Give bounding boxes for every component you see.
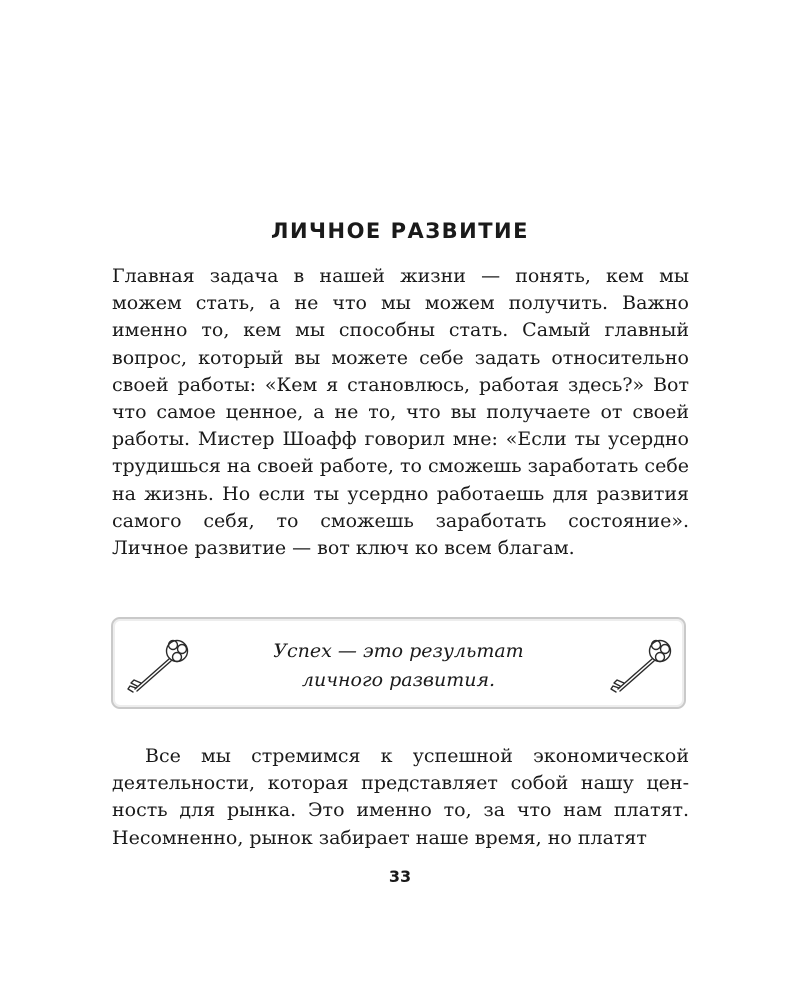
quote-text bbox=[203, 637, 594, 695]
key-icon bbox=[121, 632, 193, 696]
quote-line-2: личного развития. bbox=[301, 669, 496, 691]
section-heading: ЛИЧНОЕ РАЗВИТИЕ bbox=[271, 219, 529, 243]
body-paragraph-2: Все мы стремимся к успешной экономической деятельности, которая представляет собой нашу ценность для рынка. Это именно то, за что нам платят. Несомненно, рынок забирает наше время, но платят bbox=[112, 745, 689, 849]
body-paragraph-1: Главная задача в нашей жизни — понять, кем мы можем стать, а не что мы можем получить. Важно именно то, кем мы способны стать. Самый главный вопрос, который вы можете себе задать относительно своей работы: «Кем я становлюсь, работая здесь?» Вот что самое ценное, а не то, что вы получаете от своей работы. Мистер Шоафф говорил мне: «Если ты усердно трудишься на своей работе, то сможешь заработать себе на жизнь. Но если ты усердно работаешь для развития самого себя, то сможешь заработать состояние». Личное развитие — вот ключ ко всем благам. bbox=[112, 265, 689, 560]
page-number: 33 bbox=[388, 867, 412, 886]
quote-box bbox=[111, 617, 686, 709]
key-icon bbox=[604, 632, 676, 696]
quote-line-1: Успех — это результат bbox=[273, 640, 524, 662]
